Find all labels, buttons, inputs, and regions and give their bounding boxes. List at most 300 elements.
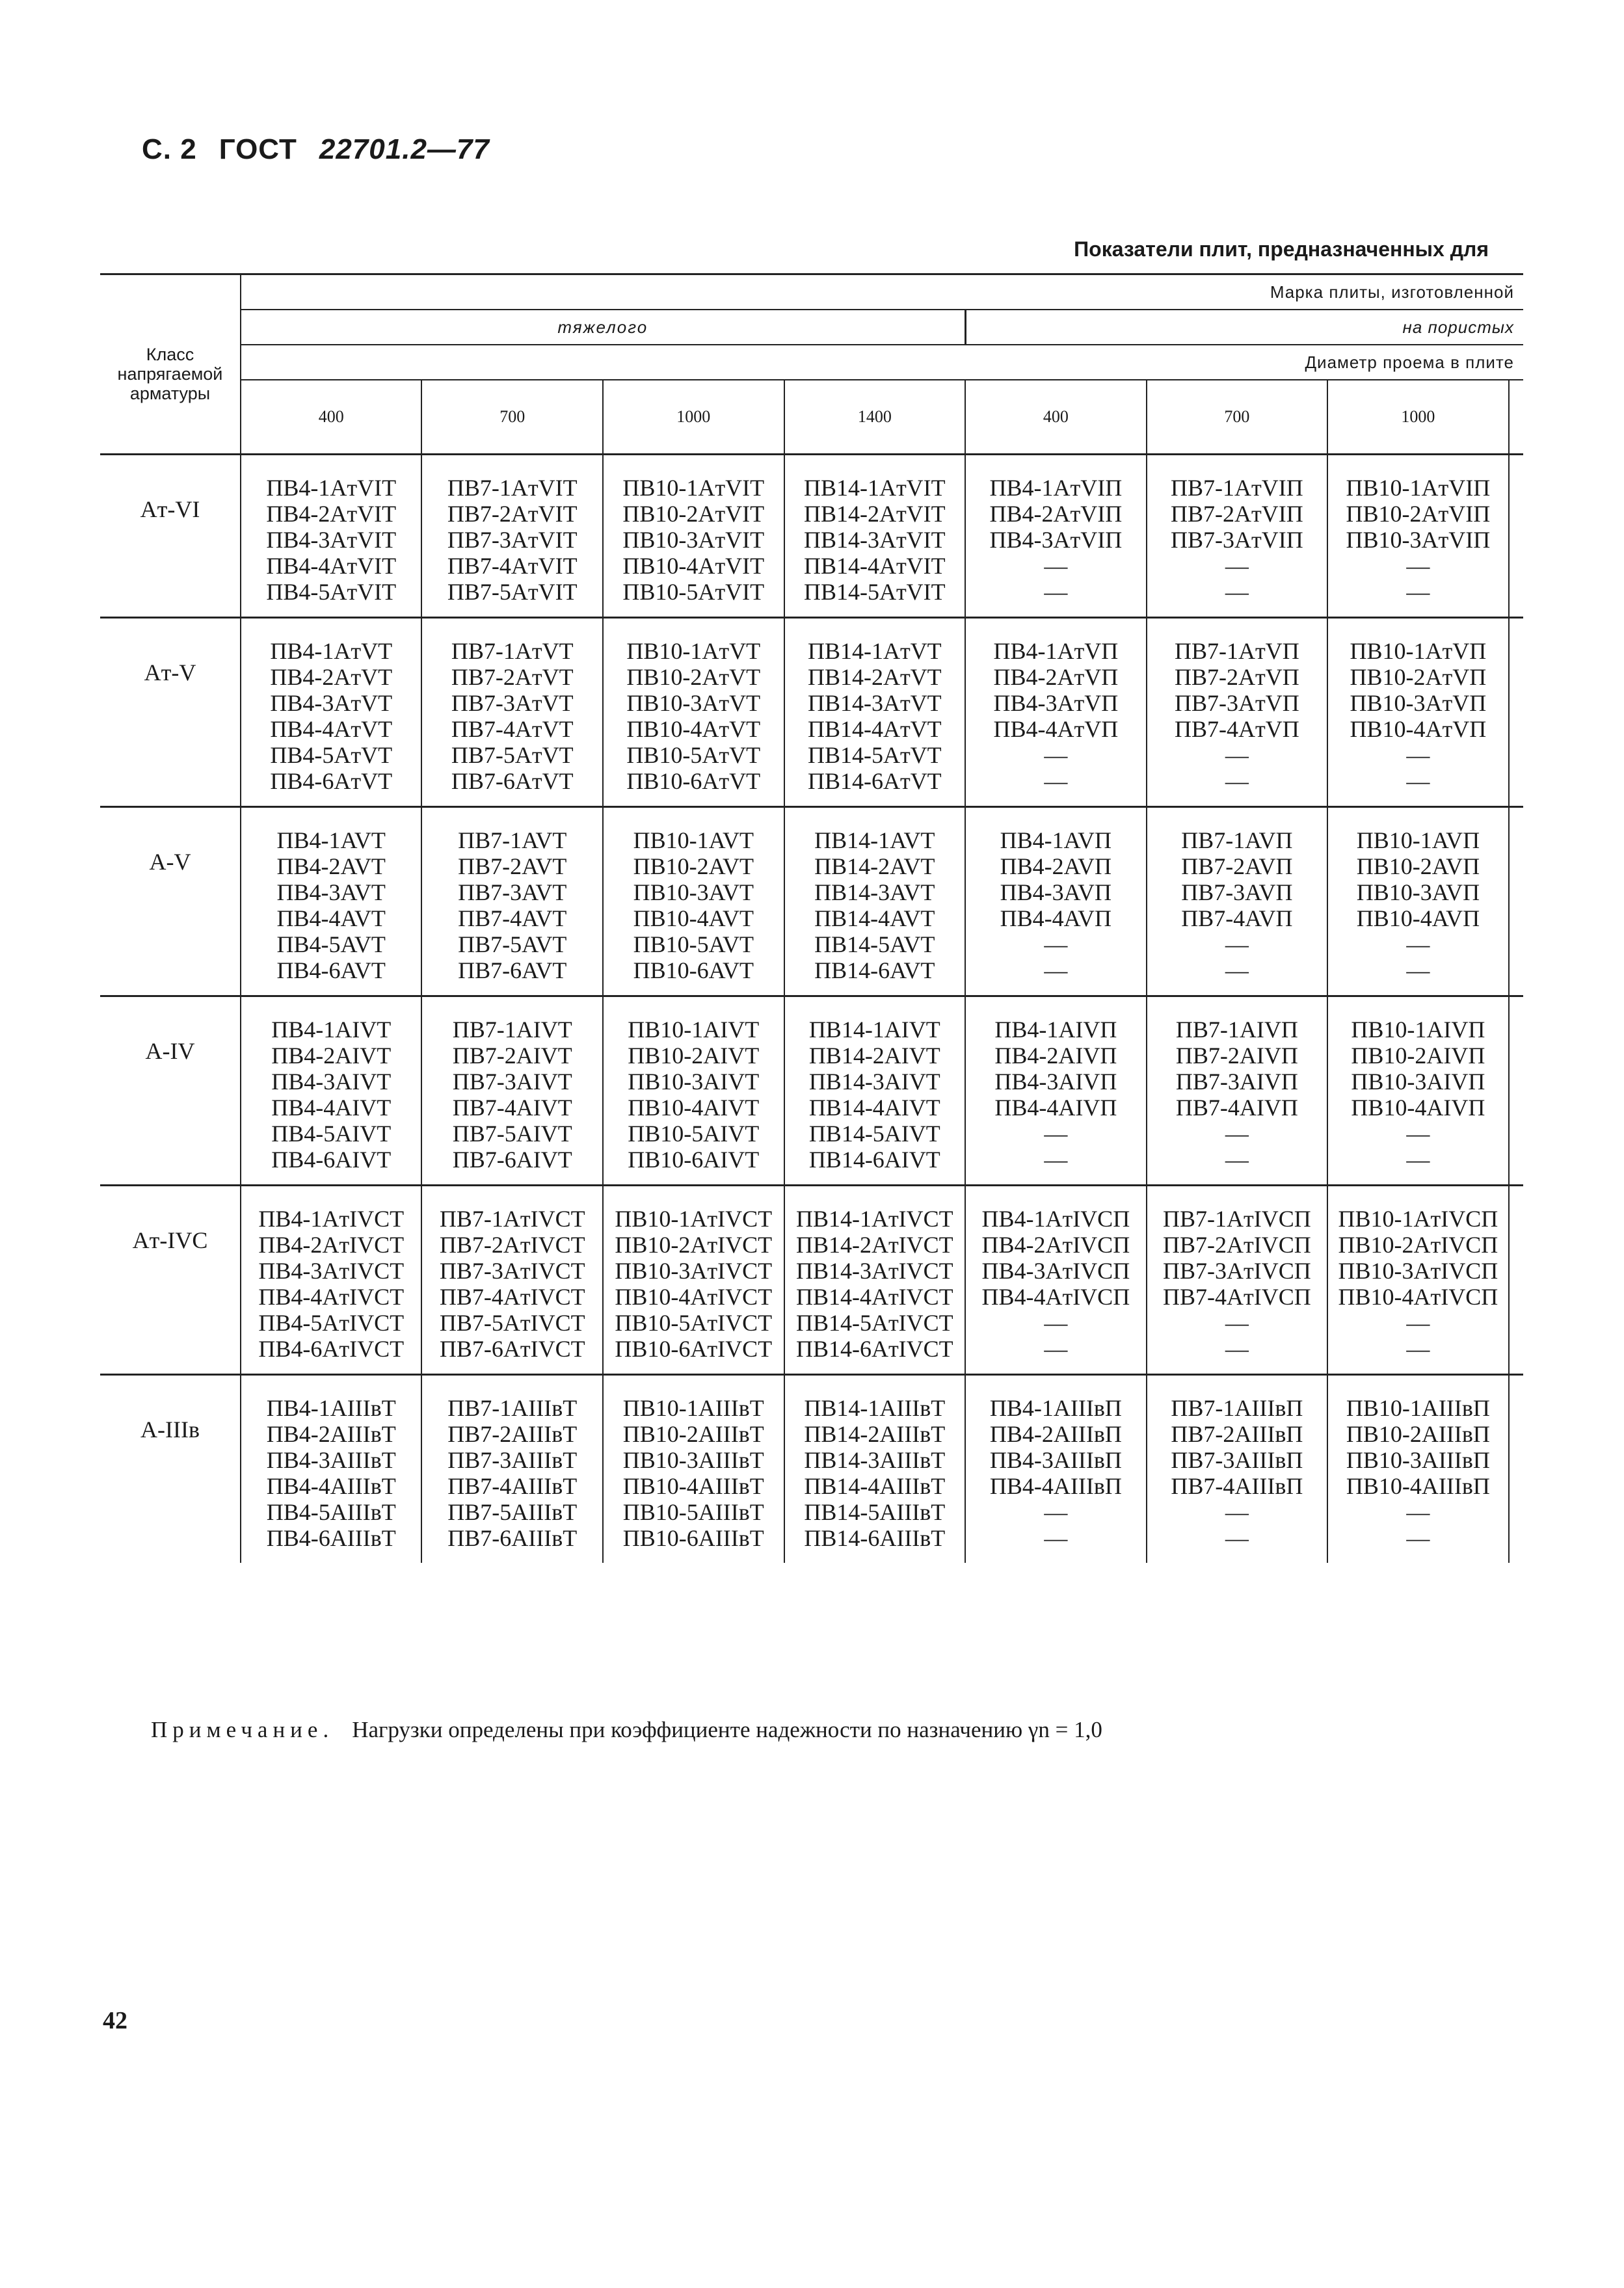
slab-mark: ПВ4-1AVT — [276, 827, 386, 853]
slab-mark: ПВ7-1AIVT — [452, 1017, 572, 1043]
mark-cell — [241, 1186, 422, 1375]
slab-mark: ПВ14-1AтVIT — [803, 475, 946, 501]
slab-mark: ПВ7-2AтVIП — [1171, 501, 1303, 527]
slab-mark: ПВ10-4AтVIT — [622, 553, 765, 579]
slab-mark: ПВ7-4AIVT — [452, 1095, 572, 1121]
slab-mark: ПВ14-5AтIVCT — [795, 1310, 953, 1336]
slab-mark: ПВ4-6AIVT — [271, 1147, 392, 1173]
table-row — [100, 996, 1523, 1186]
mark-cell — [241, 618, 422, 807]
slab-mark: ПВ4-4AтVT — [270, 716, 393, 742]
page-header — [142, 133, 490, 166]
slab-mark: ПВ10-2AтVIT — [622, 501, 765, 527]
mark-cell — [1147, 1186, 1328, 1375]
slab-mark: ПВ10-1AVT — [633, 827, 754, 853]
slab-mark: ПВ7-3AIVT — [452, 1069, 572, 1095]
slab-mark: ПВ10-2AIIIвT — [622, 1421, 764, 1447]
slab-mark: ПВ14-3AVT — [814, 879, 935, 905]
slab-mark: ПВ4-3AIVП — [994, 1069, 1117, 1095]
porous-concrete-header: на пористых — [965, 310, 1523, 345]
slab-marks-table — [100, 273, 1523, 1563]
slab-mark: ПВ14-6AIIIвT — [804, 1525, 946, 1551]
slab-mark: ПВ4-4AIVT — [271, 1095, 392, 1121]
row-edge-cell — [1509, 1375, 1523, 1563]
header-edge-cell — [1509, 380, 1523, 455]
table-note — [151, 1717, 1102, 1743]
slab-mark: ПВ14-6AVT — [814, 957, 935, 983]
slab-mark: ПВ14-2AVT — [814, 853, 935, 879]
slab-mark: ПВ4-3AтVIП — [989, 527, 1123, 553]
slab-mark: ПВ10-4AтVT — [626, 716, 761, 742]
standard-number: 22701.2—77 — [319, 133, 490, 165]
slab-mark: ПВ4-6AтVT — [270, 768, 393, 794]
slab-mark: ПВ4-1AтVIT — [266, 475, 397, 501]
row-edge-cell — [1509, 807, 1523, 996]
slab-mark: ПВ7-6AVT — [458, 957, 567, 983]
slab-mark: ПВ10-4AIIIвT — [622, 1473, 764, 1499]
slab-mark: ПВ4-3AтVП — [993, 690, 1119, 716]
slab-mark: ПВ14-5AIIIвT — [804, 1499, 946, 1525]
page-number: 42 — [103, 2007, 127, 2034]
slab-mark: — — [1044, 1147, 1068, 1173]
slab-mark: ПВ4-3AтVIT — [266, 527, 397, 553]
slab-mark: ПВ10-1AтVIT — [622, 475, 765, 501]
slab-mark: ПВ4-6AтIVCT — [258, 1336, 405, 1362]
slab-mark: ПВ10-3AтVT — [626, 690, 761, 716]
mark-cell — [241, 1375, 422, 1563]
mark-cell — [421, 455, 603, 618]
slab-mark: ПВ4-3AIIIвT — [266, 1447, 396, 1473]
slab-mark: ПВ7-5AтVIT — [447, 579, 578, 605]
slab-mark: — — [1044, 553, 1068, 579]
slab-mark: ПВ4-1AIVП — [994, 1017, 1117, 1043]
slab-mark: ПВ10-3AIIIвП — [1346, 1447, 1490, 1473]
slab-mark: ПВ7-1AтVIП — [1171, 475, 1303, 501]
slab-mark: ПВ10-1AтVIП — [1346, 475, 1491, 501]
slab-mark: ПВ14-4AтVIT — [803, 553, 946, 579]
slab-mark: ПВ4-4AIVП — [994, 1095, 1117, 1121]
slab-mark: ПВ10-1AтIVCT — [615, 1206, 773, 1232]
slab-mark: — — [1044, 742, 1068, 768]
class-column-header: Класс напрягаемой арматуры — [100, 274, 241, 455]
slab-mark: ПВ10-2AIIIвП — [1346, 1421, 1490, 1447]
slab-mark: ПВ7-1AVП — [1181, 827, 1293, 853]
slab-mark: ПВ4-4AVT — [276, 905, 386, 931]
slab-mark: ПВ4-3AIIIвП — [989, 1447, 1122, 1473]
slab-mark: ПВ7-2AтIVCT — [439, 1232, 585, 1258]
reinforcement-class: A-IV — [100, 996, 241, 1186]
slab-mark: ПВ14-4AVT — [814, 905, 935, 931]
mark-cell — [784, 618, 966, 807]
slab-mark: ПВ7-5AIVT — [452, 1121, 572, 1147]
slab-mark: ПВ10-3AIVT — [628, 1069, 760, 1095]
slab-mark: ПВ14-2AтIVCT — [795, 1232, 953, 1258]
slab-mark: — — [1044, 768, 1068, 794]
table-row — [100, 807, 1523, 996]
mark-cell — [1147, 1375, 1328, 1563]
slab-mark: ПВ7-4AтIVCП — [1163, 1284, 1311, 1310]
slab-mark: ПВ4-1AVП — [1000, 827, 1112, 853]
slab-mark: ПВ14-2AтVT — [807, 664, 942, 690]
slab-mark: ПВ4-2AтVIП — [989, 501, 1123, 527]
slab-mark: ПВ10-1AтVП — [1350, 638, 1487, 664]
slab-mark: ПВ14-2AIIIвT — [804, 1421, 946, 1447]
mark-cell — [603, 1186, 784, 1375]
slab-mark: — — [1406, 553, 1430, 579]
slab-mark: ПВ10-4AIVП — [1351, 1095, 1485, 1121]
slab-mark: ПВ4-4AIIIвП — [989, 1473, 1122, 1499]
slab-mark: ПВ4-4AVП — [1000, 905, 1112, 931]
slab-mark: ПВ7-3AIIIвT — [447, 1447, 578, 1473]
slab-mark: — — [1044, 1525, 1068, 1551]
slab-mark: ПВ7-3AIVП — [1175, 1069, 1298, 1095]
mark-cell — [1147, 618, 1328, 807]
slab-mark: ПВ7-4AIIIвП — [1171, 1473, 1303, 1499]
slab-mark: — — [1225, 553, 1249, 579]
slab-mark: ПВ14-5AIVT — [808, 1121, 940, 1147]
mark-cell — [241, 455, 422, 618]
slab-mark: ПВ10-5AIVT — [628, 1121, 760, 1147]
slab-mark: — — [1225, 1121, 1249, 1147]
mark-cell — [421, 1186, 603, 1375]
mark-cell — [603, 455, 784, 618]
mark-cell — [603, 618, 784, 807]
slab-mark: — — [1225, 742, 1249, 768]
mark-cell — [1327, 1186, 1509, 1375]
slab-mark: ПВ10-1AIIIвП — [1346, 1395, 1490, 1421]
slab-mark: ПВ7-6AIIIвT — [447, 1525, 578, 1551]
slab-mark: ПВ4-4AтIVCП — [981, 1284, 1130, 1310]
slab-mark: ПВ10-5AIIIвT — [622, 1499, 764, 1525]
page-label: С. 2 — [142, 133, 197, 165]
slab-mark: ПВ4-1AтVT — [270, 638, 393, 664]
slab-mark: ПВ7-2AтIVCП — [1163, 1232, 1311, 1258]
slab-mark: ПВ4-5AIIIвT — [266, 1499, 396, 1525]
slab-mark: ПВ7-1AIVП — [1175, 1017, 1298, 1043]
slab-mark: ПВ7-4AтVП — [1175, 716, 1299, 742]
slab-mark: ПВ4-1AтVIП — [989, 475, 1123, 501]
slab-mark: ПВ10-4AIIIвП — [1346, 1473, 1490, 1499]
slab-mark: ПВ4-4AтIVCT — [258, 1284, 405, 1310]
mark-cell — [603, 807, 784, 996]
mark-cell — [965, 618, 1147, 807]
slab-mark: ПВ7-2AVT — [458, 853, 567, 879]
slab-mark: — — [1406, 742, 1430, 768]
mark-cell — [1327, 807, 1509, 996]
slab-mark: ПВ7-6AтVT — [451, 768, 574, 794]
slab-mark: ПВ14-1AтIVCT — [795, 1206, 953, 1232]
slab-mark: ПВ7-3AVП — [1181, 879, 1293, 905]
slab-mark: ПВ7-3AтVIT — [447, 527, 578, 553]
slab-mark: ПВ10-5AтVIT — [622, 579, 765, 605]
slab-mark: ПВ10-6AтVT — [626, 768, 761, 794]
slab-mark: ПВ7-2AIIIвП — [1171, 1421, 1303, 1447]
mark-cell — [241, 807, 422, 996]
mark-cell — [784, 807, 966, 996]
slab-mark: ПВ7-2AIVT — [452, 1043, 572, 1069]
table-row — [100, 1186, 1523, 1375]
slab-mark: — — [1225, 1499, 1249, 1525]
note-label: Примечание. — [151, 1717, 334, 1742]
slab-mark: ПВ7-1AIIIвT — [447, 1395, 578, 1421]
mark-cell — [603, 1375, 784, 1563]
mark-cell — [421, 807, 603, 996]
mark-cell — [1327, 618, 1509, 807]
slab-mark: — — [1225, 768, 1249, 794]
slab-mark: — — [1044, 957, 1068, 983]
slab-mark: ПВ10-4AтVП — [1350, 716, 1487, 742]
mark-cell — [421, 618, 603, 807]
slab-mark: ПВ4-1AтIVCП — [981, 1206, 1130, 1232]
slab-mark: ПВ4-3AIVT — [271, 1069, 392, 1095]
slab-mark: ПВ7-5AVT — [458, 931, 567, 957]
slab-mark: ПВ4-3AтIVCT — [258, 1258, 405, 1284]
diameter-col-1: 400 — [241, 380, 422, 455]
slab-mark: — — [1044, 1310, 1068, 1336]
slab-mark: ПВ14-6AтVT — [807, 768, 942, 794]
diameter-header: Диаметр проема в плите — [241, 345, 1523, 380]
slab-mark: ПВ7-2AVП — [1181, 853, 1293, 879]
mark-cell — [1327, 996, 1509, 1186]
slab-mark: ПВ4-3AтIVCП — [981, 1258, 1130, 1284]
slab-mark: ПВ10-1AIIIвT — [622, 1395, 764, 1421]
slab-mark: — — [1406, 957, 1430, 983]
slab-mark: ПВ14-1AIVT — [808, 1017, 940, 1043]
slab-mark: ПВ14-5AтVIT — [803, 579, 946, 605]
slab-mark: ПВ14-1AIIIвT — [804, 1395, 946, 1421]
slab-mark: ПВ4-1AIVT — [271, 1017, 392, 1043]
slab-mark: ПВ7-5AтIVCT — [439, 1310, 585, 1336]
gost-label: ГОСТ — [219, 133, 297, 165]
table-caption: Показатели плит, предназначенных для — [1074, 237, 1489, 261]
diameter-col-3: 1000 — [603, 380, 784, 455]
slab-mark: — — [1406, 579, 1430, 605]
mark-cell — [965, 455, 1147, 618]
slab-mark: ПВ10-6AVT — [633, 957, 754, 983]
slab-mark: — — [1406, 931, 1430, 957]
slab-mark: — — [1044, 1499, 1068, 1525]
slab-mark: ПВ10-2AтVП — [1350, 664, 1487, 690]
slab-mark: ПВ10-2AVT — [633, 853, 754, 879]
slab-mark: ПВ4-5AIVT — [271, 1121, 392, 1147]
slab-mark: ПВ10-2AVП — [1356, 853, 1480, 879]
slab-mark: ПВ7-4AтVIT — [447, 553, 578, 579]
slab-mark: ПВ10-3AVT — [633, 879, 754, 905]
slab-mark: ПВ10-2AтVIП — [1346, 501, 1491, 527]
row-edge-cell — [1509, 618, 1523, 807]
slab-mark: ПВ10-1AтIVCП — [1338, 1206, 1498, 1232]
slab-mark: ПВ14-6AтIVCT — [795, 1336, 953, 1362]
row-edge-cell — [1509, 455, 1523, 618]
slab-mark: ПВ10-2AтIVCП — [1338, 1232, 1498, 1258]
mark-cell — [1147, 807, 1328, 996]
slab-mark: — — [1225, 1147, 1249, 1173]
slab-mark: ПВ7-5AтVT — [451, 742, 574, 768]
slab-mark: ПВ4-5AVT — [276, 931, 386, 957]
reinforcement-class: A-IIIв — [140, 1417, 200, 1443]
slab-mark: ПВ7-1AтIVCП — [1163, 1206, 1311, 1232]
table-row — [100, 618, 1523, 807]
slab-mark: ПВ4-2AVT — [276, 853, 386, 879]
slab-mark: ПВ10-3AтVIT — [622, 527, 765, 553]
slab-mark: ПВ10-6AIIIвT — [622, 1525, 764, 1551]
slab-mark: — — [1225, 957, 1249, 983]
mark-cell — [1147, 996, 1328, 1186]
slab-mark: ПВ4-2AIVT — [271, 1043, 392, 1069]
slab-mark: ПВ7-1AVT — [458, 827, 567, 853]
slab-mark: ПВ4-2AтVП — [993, 664, 1119, 690]
slab-mark: ПВ7-3AIIIвП — [1171, 1447, 1303, 1473]
mark-cell — [603, 996, 784, 1186]
slab-mark: ПВ7-1AтVT — [451, 638, 574, 664]
slab-mark: ПВ14-1AтVT — [807, 638, 942, 664]
slab-mark: ПВ10-3AтIVCП — [1338, 1258, 1498, 1284]
slab-mark: ПВ4-4AтVIT — [266, 553, 397, 579]
reinforcement-class: Aт-V — [100, 618, 241, 807]
slab-mark: ПВ14-3AIIIвT — [804, 1447, 946, 1473]
slab-mark: ПВ10-3AтVIП — [1346, 527, 1491, 553]
diameter-col-6: 700 — [1147, 380, 1328, 455]
mark-cell — [241, 996, 422, 1186]
slab-mark: ПВ10-2AтIVCT — [615, 1232, 773, 1258]
slab-mark: ПВ4-2AтVT — [270, 664, 393, 690]
slab-mark: ПВ7-2AIVП — [1175, 1043, 1298, 1069]
slab-mark: ПВ10-3AVП — [1356, 879, 1480, 905]
slab-mark: — — [1406, 1336, 1430, 1362]
slab-mark: ПВ7-2AIIIвT — [447, 1421, 578, 1447]
slab-mark: ПВ7-3AтVП — [1175, 690, 1299, 716]
slab-mark: ПВ7-4AтVT — [451, 716, 574, 742]
slab-mark: ПВ10-1AIVT — [628, 1017, 760, 1043]
mark-cell — [784, 1375, 966, 1563]
slab-mark: ПВ10-2AIVП — [1351, 1043, 1485, 1069]
slab-mark: ПВ4-6AIIIвT — [266, 1525, 396, 1551]
slab-mark: ПВ14-4AтVT — [807, 716, 942, 742]
slab-mark: ПВ7-5AIIIвT — [447, 1499, 578, 1525]
slab-mark: ПВ10-5AтVT — [626, 742, 761, 768]
mark-cell — [965, 807, 1147, 996]
slab-mark: ПВ4-2AIIIвT — [266, 1421, 396, 1447]
slab-mark: ПВ4-1AтVП — [993, 638, 1119, 664]
slab-mark: — — [1044, 1336, 1068, 1362]
slab-mark: ПВ10-1AтVT — [626, 638, 761, 664]
slab-mark: ПВ14-4AIIIвT — [804, 1473, 946, 1499]
slab-mark: — — [1225, 1310, 1249, 1336]
row-edge-cell — [1509, 1186, 1523, 1375]
slab-mark: ПВ10-3AIIIвT — [622, 1447, 764, 1473]
slab-mark: — — [1406, 1121, 1430, 1147]
mark-cell — [1147, 455, 1328, 618]
slab-mark: ПВ14-2AтVIT — [803, 501, 946, 527]
slab-mark: ПВ10-3AIVП — [1351, 1069, 1485, 1095]
slab-mark: ПВ4-5AтIVCT — [258, 1310, 405, 1336]
slab-mark: ПВ4-3AVT — [276, 879, 386, 905]
slab-mark: ПВ4-2AтIVCП — [981, 1232, 1130, 1258]
slab-mark: ПВ7-2AтVT — [451, 664, 574, 690]
reinforcement-class: Aт-IVC — [100, 1186, 241, 1375]
slab-mark: ПВ10-4AIVT — [628, 1095, 760, 1121]
slab-mark: ПВ7-6AIVT — [452, 1147, 572, 1173]
slab-mark: ПВ10-6AтIVCT — [615, 1336, 773, 1362]
slab-mark: ПВ7-3AтIVCП — [1163, 1258, 1311, 1284]
slab-mark: — — [1406, 1525, 1430, 1551]
slab-mark: ПВ7-1AтVП — [1175, 638, 1299, 664]
mark-cell — [784, 1186, 966, 1375]
slab-mark: ПВ4-5AтVT — [270, 742, 393, 768]
slab-mark: ПВ14-5AVT — [814, 931, 935, 957]
slab-mark: ПВ7-1AIIIвП — [1171, 1395, 1303, 1421]
slab-mark: — — [1406, 1147, 1430, 1173]
slab-mark: ПВ7-4AVП — [1181, 905, 1293, 931]
slab-mark: ПВ7-3AVT — [458, 879, 567, 905]
slab-mark: ПВ10-3AтIVCT — [615, 1258, 773, 1284]
slab-mark: — — [1044, 1121, 1068, 1147]
reinforcement-class: A-V — [100, 807, 241, 996]
slab-mark: ПВ14-3AIVT — [808, 1069, 940, 1095]
slab-mark: ПВ14-5AтVT — [807, 742, 942, 768]
slab-mark: — — [1406, 1310, 1430, 1336]
mark-cell — [784, 996, 966, 1186]
slab-mark: ПВ4-1AIIIвП — [989, 1395, 1122, 1421]
mark-cell — [784, 455, 966, 618]
table-row — [100, 455, 1523, 618]
slab-mark: ПВ4-5AтVIT — [266, 579, 397, 605]
slab-mark: ПВ4-4AтVП — [993, 716, 1119, 742]
slab-mark: ПВ7-1AтIVCT — [439, 1206, 585, 1232]
slab-mark: ПВ10-4AтIVCП — [1338, 1284, 1498, 1310]
slab-mark: ПВ10-6AIVT — [628, 1147, 760, 1173]
slab-mark: ПВ7-4AIIIвT — [447, 1473, 578, 1499]
mark-header: Марка плиты, изготовленной — [241, 274, 1523, 310]
slab-mark: — — [1225, 1525, 1249, 1551]
slab-mark: ПВ7-6AтIVCT — [439, 1336, 585, 1362]
slab-mark: ПВ4-6AVT — [276, 957, 386, 983]
slab-mark: ПВ4-1AIIIвT — [266, 1395, 396, 1421]
slab-mark: ПВ10-3AтVП — [1350, 690, 1487, 716]
diameter-col-4: 1400 — [784, 380, 966, 455]
diameter-col-2: 700 — [421, 380, 603, 455]
slab-mark: ПВ10-2AтVT — [626, 664, 761, 690]
slab-mark: ПВ14-6AIVT — [808, 1147, 940, 1173]
slab-mark: ПВ10-5AтIVCT — [615, 1310, 773, 1336]
slab-mark: ПВ4-2AтIVCT — [258, 1232, 405, 1258]
mark-cell — [965, 1186, 1147, 1375]
slab-mark: ПВ10-5AVT — [633, 931, 754, 957]
slab-mark: — — [1044, 579, 1068, 605]
slab-mark: ПВ4-2AтVIT — [266, 501, 397, 527]
mark-cell — [1327, 1375, 1509, 1563]
slab-mark: ПВ7-2AтVП — [1175, 664, 1299, 690]
slab-mark: ПВ4-2AIVП — [994, 1043, 1117, 1069]
slab-mark: ПВ14-4AIVT — [808, 1095, 940, 1121]
slab-mark: — — [1225, 931, 1249, 957]
mark-cell — [421, 996, 603, 1186]
slab-mark: — — [1406, 768, 1430, 794]
slab-mark: ПВ7-4AIVП — [1175, 1095, 1298, 1121]
slab-mark: ПВ7-1AтVIT — [447, 475, 578, 501]
slab-mark: ПВ14-2AIVT — [808, 1043, 940, 1069]
slab-mark: ПВ14-3AтVT — [807, 690, 942, 716]
note-text: Нагрузки определены при коэффициенте надежности по назначению γn = 1,0 — [352, 1717, 1102, 1742]
slab-mark: ПВ10-1AIVП — [1351, 1017, 1485, 1043]
slab-mark: ПВ10-4AVT — [633, 905, 754, 931]
mark-cell — [421, 1375, 603, 1563]
slab-mark: ПВ4-1AтIVCT — [258, 1206, 405, 1232]
table-body — [100, 455, 1523, 1563]
slab-mark: ПВ10-4AVП — [1356, 905, 1480, 931]
slab-mark: — — [1406, 1499, 1430, 1525]
reinforcement-class: Aт-VI — [100, 455, 241, 618]
